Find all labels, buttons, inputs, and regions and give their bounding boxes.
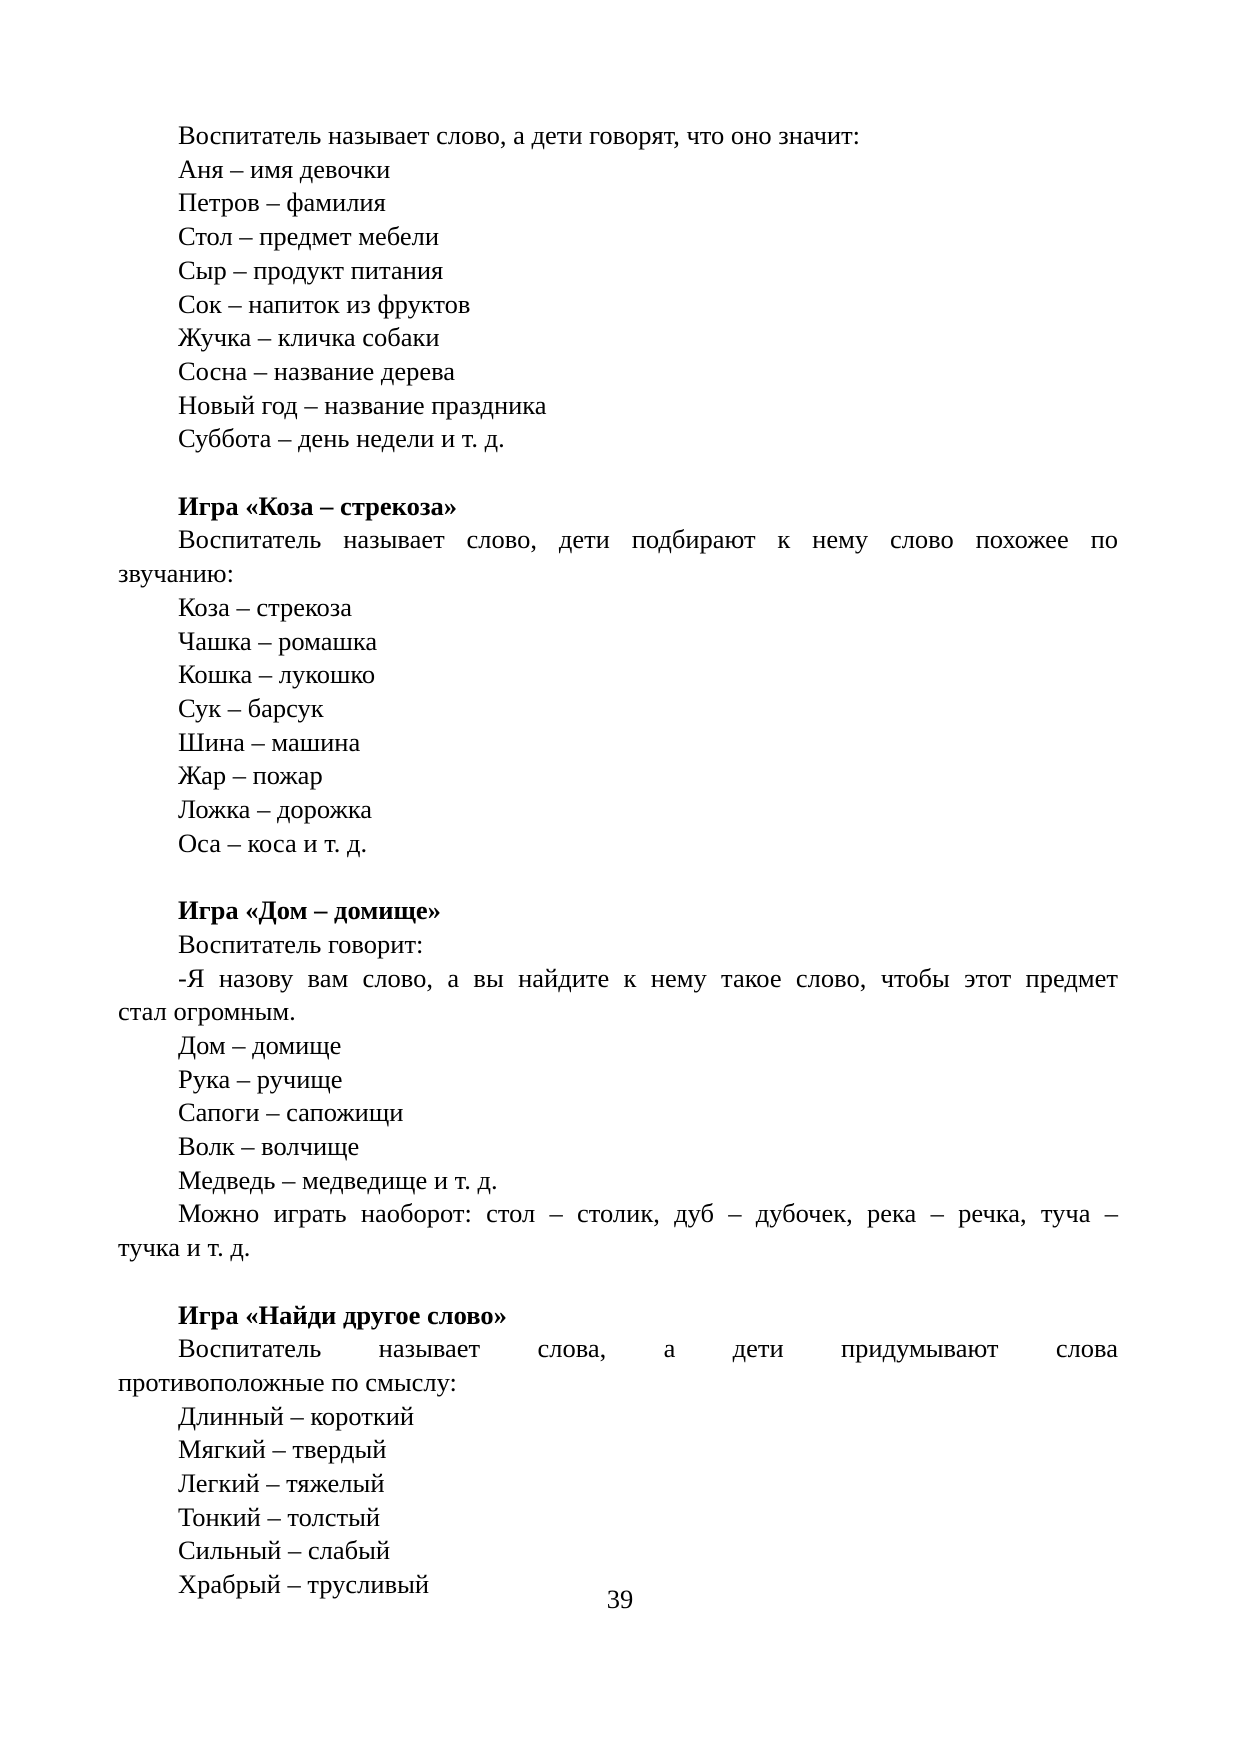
list-item: Кошка – лукошко <box>178 659 376 690</box>
list-item: Жар – пожар <box>178 760 323 791</box>
list-item: Длинный – короткий <box>178 1400 415 1431</box>
page-number: 39 <box>606 1584 634 1614</box>
list-item: Медведь – медведище и т. д. <box>178 1164 498 1195</box>
list-item: Оса – коса и т. д. <box>178 827 368 858</box>
list-item: Дом – домище <box>178 1029 342 1060</box>
intro-word: а <box>663 1333 676 1364</box>
list-item: Сыр – продукт питания <box>178 254 444 285</box>
list-item: Чашка – ромашка <box>178 625 378 656</box>
section2-title: Игра «Коза – стрекоза» <box>178 490 457 521</box>
intro-word: слова, <box>537 1333 607 1364</box>
list-item: Храбрый – трусливый <box>178 1569 430 1600</box>
list-item: Мягкий – твердый <box>178 1434 387 1465</box>
list-item: Волк – волчище <box>178 1131 360 1162</box>
section3-note-line1: Можно играть наоборот: стол – столик, дуб – дубочек, река – речка, туча – <box>178 1198 1118 1229</box>
list-item: Новый год – название праздника <box>178 389 547 420</box>
section4-title: Игра «Найди другое слово» <box>178 1299 507 1330</box>
section-spacer <box>118 860 1118 894</box>
list-item: Тонкий – толстый <box>178 1501 381 1532</box>
list-item: Сапоги – сапожищи <box>178 1097 404 1128</box>
intro-word: слова <box>1055 1333 1118 1364</box>
list-item: Петров – фамилия <box>178 187 386 218</box>
section3-intro: Воспитатель говорит: <box>178 928 424 959</box>
list-item: Сок – напиток из фруктов <box>178 288 471 319</box>
list-item: Шина – машина <box>178 726 361 757</box>
intro-word: придумывают <box>840 1333 999 1364</box>
list-item: Аня – имя девочки <box>178 153 391 184</box>
intro-word: дети <box>732 1333 784 1364</box>
list-item: Сук – барсук <box>178 692 324 723</box>
section3-title: Игра «Дом – домище» <box>178 895 441 926</box>
list-item: Рука – ручище <box>178 1063 343 1094</box>
list-item: Стол – предмет мебели <box>178 221 440 252</box>
list-item: Коза – стрекоза <box>178 591 353 622</box>
list-item: Сосна – название дерева <box>178 355 456 386</box>
section3-note-line2: тучка и т. д. <box>118 1232 251 1263</box>
section4-intro-line2: противоположные по смыслу: <box>118 1366 457 1397</box>
document-page <box>118 119 1118 1602</box>
list-item: Легкий – тяжелый <box>178 1468 385 1499</box>
section3-quote-line1: -Я назову вам слово, а вы найдите к нему такое слово, чтобы этот предмет <box>178 962 1118 993</box>
list-item: Суббота – день недели и т. д. <box>178 423 505 454</box>
intro-word: называет <box>378 1333 481 1364</box>
section2-intro-line1: Воспитатель называет слово, дети подбирают к нему слово похожее по <box>178 524 1118 555</box>
section2-intro-line2: звучанию: <box>118 558 234 589</box>
list-item: Жучка – кличка собаки <box>178 322 440 353</box>
section1-intro: Воспитатель называет слово, а дети говорят, что оно значит: <box>178 120 861 150</box>
section-spacer <box>118 1265 1118 1299</box>
list-item: Сильный – слабый <box>178 1535 391 1566</box>
intro-word: Воспитатель <box>178 1333 322 1364</box>
list-item: Ложка – дорожка <box>178 794 373 825</box>
section-spacer <box>118 456 1118 490</box>
section4-intro-line1 <box>118 1332 1118 1366</box>
section3-quote-line2: стал огромным. <box>118 996 296 1027</box>
